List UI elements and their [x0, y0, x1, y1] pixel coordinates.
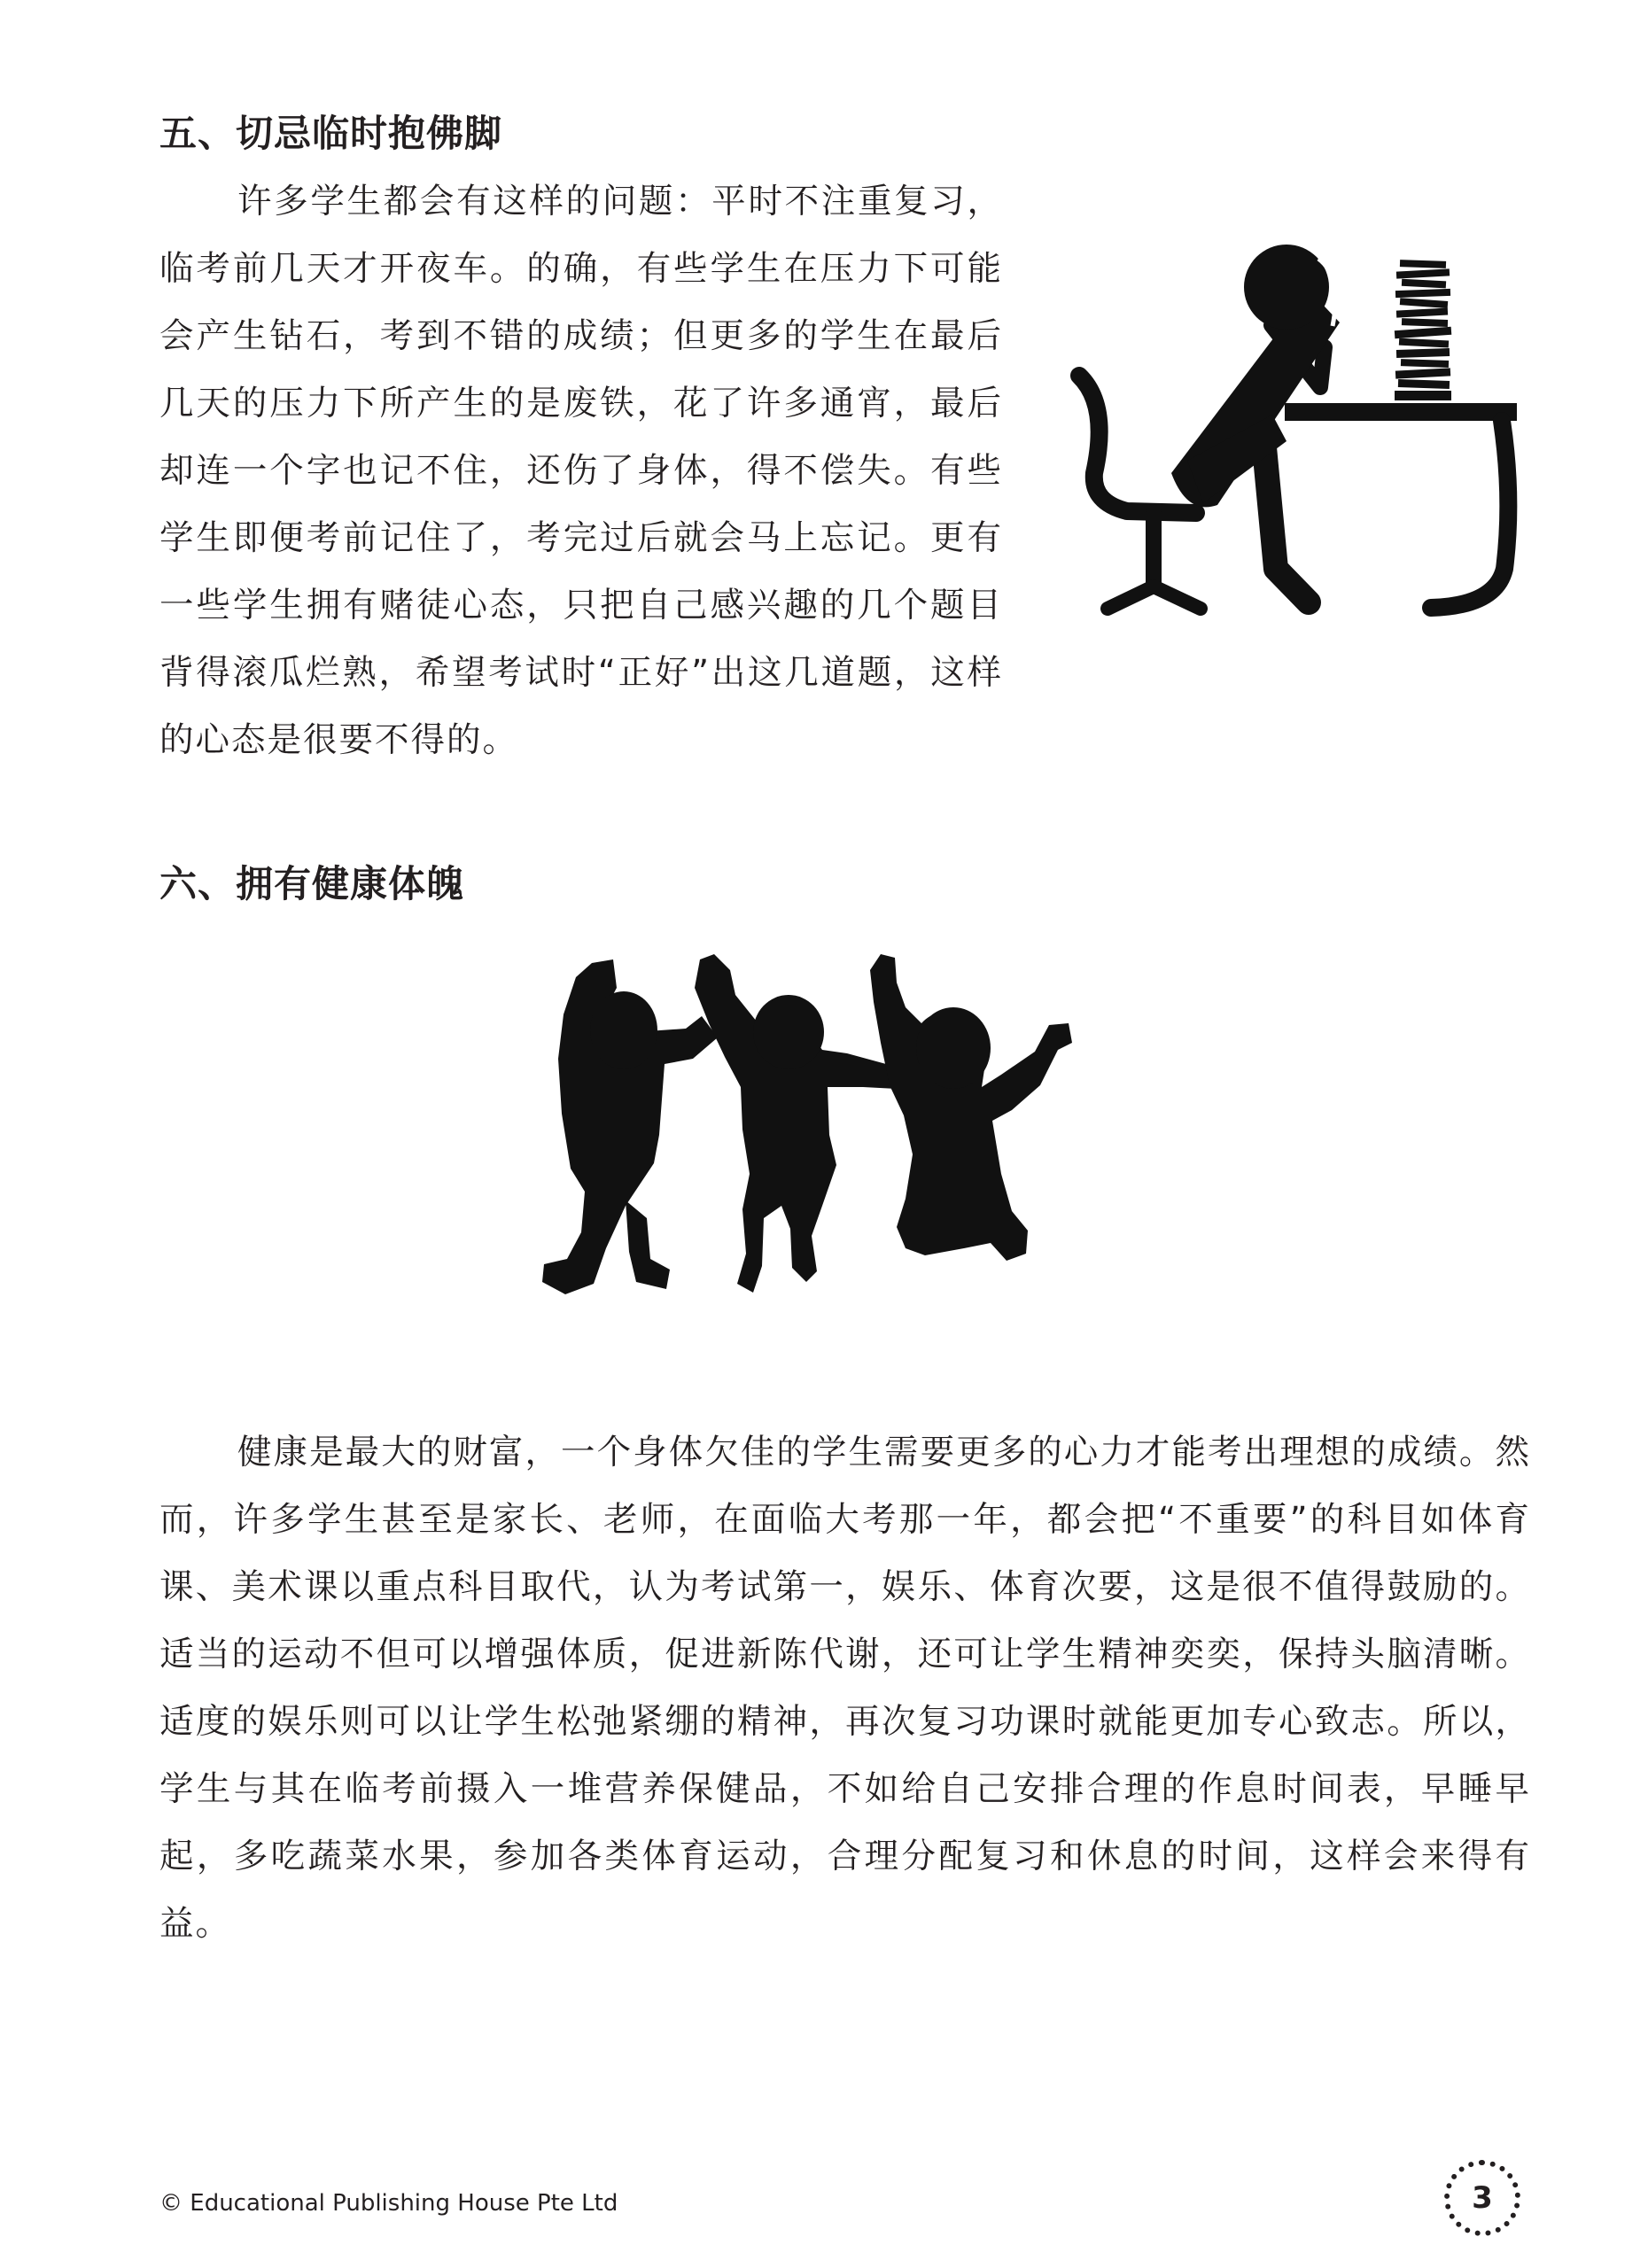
section-6-paragraph: 健康是最大的财富，一个身体欠佳的学生需要更多的心力才能考出理想的成绩。然而，许多学生甚至是家长、老师，在面临大考那一年，都会把“不重要”的科目如体育课、美术课以重点科目取代，认为考试第一，娱乐、体育次要，这是很不值得鼓励的。适当的运动不但可以增强体质，促进新陈代谢，还可让学生精神奕奕，保持头脑清晰。适度的娱乐则可以让学生松弛紧绷的精神，再次复习功课时就能更加专心致志。所以，学生与其在临考前摄入一堆营养保健品，不如给自己安排合理的作息时间表，早睡早起，多吃蔬菜水果，参加各类体育运动，合理分配复习和休息的时间，这样会来得有益。 — [159, 1433, 1531, 1944]
section-5-paragraph: 许多学生都会有这样的问题：平时不注重复习，临考前几天才开夜车。的确，有些学生在压力下可能会产生钻石，考到不错的成绩；但更多的学生在最后几天的压力下所产生的是废铁，花了许多通宵，最后却连一个字也记不住，还伤了身体，得不偿失。有些学生即便考前记住了，考完过后就会马上忘记。更有一些学生拥有赌徒心态，只把自己感兴趣的几个题目背得滚瓜烂熟，希望考试时“正好”出这几道题，这样的心态是很要不得的。 — [159, 182, 1003, 760]
jumping-children-silhouette-icon — [540, 952, 1196, 1413]
section-6-heading: 六、拥有健康体魄 — [159, 862, 465, 905]
stressed-student-at-desk-icon — [1054, 241, 1533, 649]
child-3-silhouette — [870, 954, 1072, 1261]
section-5-heading: 五、切忌临时抱佛脚 — [159, 112, 503, 155]
copyright-notice: © Educational Publishing House Pte Ltd — [159, 2190, 618, 2217]
page-number-badge — [1444, 2160, 1520, 2236]
page-number: 3 — [1472, 2180, 1493, 2216]
